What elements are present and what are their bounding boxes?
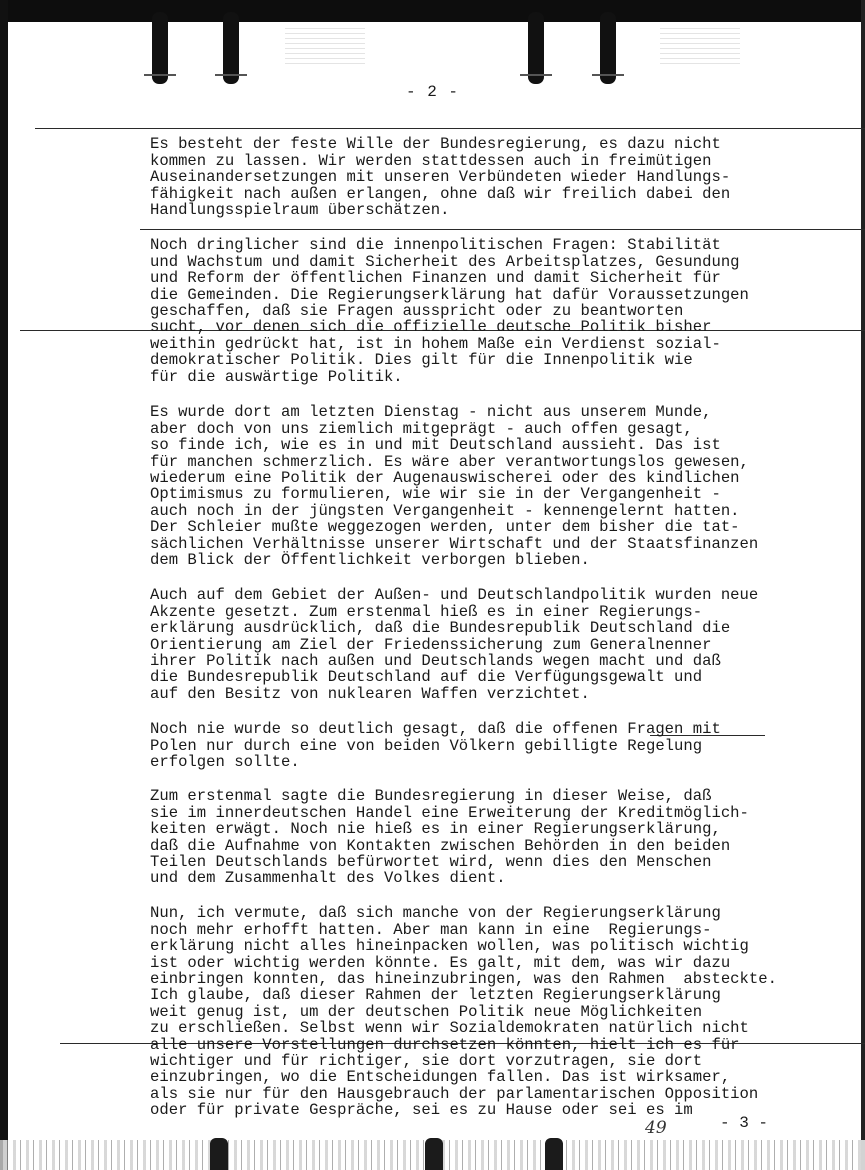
paragraph-3 [150, 388, 758, 568]
text-line: demokratischer Politik. Dies gilt für die Innenpolitik wie [150, 351, 693, 370]
text-line: auch noch in der jüngsten Vergangenheit - kennengelernt hatten. [150, 501, 740, 520]
text-line: und Wachstum und damit Sicherheit des Arbeitsplatzes, Gesundung [150, 252, 740, 271]
text-line: so finde ich, wie es in und mit Deutschland aussieht. Das ist [150, 436, 721, 455]
text-line: Polen nur durch eine von beiden Völkern gebilligte Regelung [150, 736, 703, 755]
text-line: Teilen Deutschlands befürwortet wird, wenn dies den Menschen [150, 853, 712, 872]
binder-hole-mark [152, 12, 168, 84]
text-line: aber doch von uns ziemlich mitgeprägt - auch offen gesagt, [150, 419, 693, 438]
text-line: auf den Besitz von nuklearen Waffen verzichtet. [150, 684, 590, 703]
next-page-marker: - 3 - [720, 1114, 769, 1132]
paragraph-1 [150, 120, 730, 218]
paragraph-2 [150, 221, 749, 385]
scan-border-right [861, 0, 865, 1170]
text-line: weit genug ist, um der deutschen Politik neue Möglichkeiten [150, 1002, 703, 1021]
text-line: wichtiger und für richtiger, sie dort vorzutragen, sie dort [150, 1052, 703, 1071]
binder-hole-mark [600, 12, 616, 84]
text-line: erklärung ausdrücklich, daß die Bundesrepublik Deutschland die [150, 619, 731, 638]
text-line: Orientierung am Ziel der Friedenssicherung zum Generalnenner [150, 635, 712, 654]
text-line: für die auswärtige Politik. [150, 367, 403, 386]
text-line: einzubringen, wo die Entscheidungen fallen. Das ist wirksamer, [150, 1068, 731, 1087]
text-line: ist oder wichtig werden könnte. Es galt, mit dem, was wir dazu [150, 953, 731, 972]
paragraph-7 [150, 889, 777, 1119]
binder-hole-mark [528, 12, 544, 84]
text-line: Es besteht der feste Wille der Bundesregierung, es dazu nicht [150, 135, 721, 154]
text-line: für manchen schmerzlich. Es wäre aber verantwortungslos gewesen, [150, 452, 749, 471]
text-line: fähigkeit nach außen erlangen, ohne daß wir freilich dabei den [150, 184, 731, 203]
text-line: die Gemeinden. Die Regierungserklärung hat dafür Voraussetzungen [150, 285, 749, 304]
text-line: geschaffen, daß sie Fragen ausspricht oder zu beantworten [150, 302, 684, 321]
text-line: Auseinandersetzungen mit unseren Verbündeten wieder Handlungs- [150, 168, 731, 187]
text-line: sucht, vor denen sich die offizielle deutsche Politik bisher [150, 318, 712, 337]
text-line: und dem Zusammenhalt des Volkes dient. [150, 869, 506, 888]
scan-border-left [0, 0, 8, 1170]
text-line: als sie nur für den Hausgebrauch der parlamentarischen Opposition [150, 1084, 759, 1103]
page-number: - 2 - [405, 83, 459, 101]
text-line: Ich glaube, daß dieser Rahmen der letzten Regierungserklärung [150, 986, 721, 1005]
text-line: Nun, ich vermute, daß sich manche von der Regierungserklärung [150, 904, 721, 923]
scan-border-top [0, 0, 865, 22]
text-line: Optimismus zu formulieren, wie wir sie in der Vergangenheit - [150, 485, 721, 504]
text-line: oder für private Gespräche, sei es zu Hause oder sei es im [150, 1101, 693, 1120]
text-line: Handlungsspielraum überschätzen. [150, 201, 450, 220]
binder-hole-mark-bottom [210, 1138, 228, 1170]
bleed-through-smudge [285, 24, 365, 64]
text-line: alle unsere Vorstellungen durchsetzen könnten, hielt ich es für [150, 1035, 740, 1054]
binder-hole-mark [223, 12, 239, 84]
handwritten-folio-number: 49 [645, 1118, 667, 1138]
text-line: kommen zu lassen. Wir werden stattdessen auch in freimütigen [150, 151, 712, 170]
text-line: keiten erwägt. Noch nie hieß es in einer Regierungserklärung, [150, 820, 721, 839]
text-line: weithin gedrückt hat, ist in hohem Maße ein Verdienst sozial- [150, 334, 721, 353]
text-line: Es wurde dort am letzten Dienstag - nicht aus unserem Munde, [150, 403, 712, 422]
text-line: Akzente gesetzt. Zum erstenmal hieß es in einer Regierungs- [150, 602, 703, 621]
text-line: Der Schleier mußte weggezogen werden, unter dem bisher die tat- [150, 518, 740, 537]
text-line: sächlichen Verhältnisse unserer Wirtschaft und der Staatsfinanzen [150, 534, 759, 553]
binder-hole-mark-bottom [545, 1138, 563, 1170]
text-line: noch mehr erhofft hatten. Aber man kann in eine Regierungs- [150, 920, 712, 939]
text-line: einbringen konnten, das hineinzubringen, was den Rahmen absteckte. [150, 970, 777, 989]
binder-hole-mark-bottom [425, 1138, 443, 1170]
text-line: daß die Aufnahme von Kontakten zwischen Behörden in den beiden [150, 836, 731, 855]
text-line: ihrer Politik nach außen und Deutschlands wegen macht und daß [150, 652, 721, 671]
text-line: Zum erstenmal sagte die Bundesregierung in dieser Weise, daß [150, 787, 712, 806]
text-line: Auch auf dem Gebiet der Außen- und Deutschlandpolitik wurden neue [150, 586, 759, 605]
text-line: und Reform der öffentlichen Finanzen und damit Sicherheit für [150, 269, 721, 288]
text-line: erfolgen sollte. [150, 753, 300, 772]
paragraph-5 [150, 705, 721, 771]
text-line: die Bundesrepublik Deutschland auf die Verfügungsgewalt und [150, 668, 703, 687]
paragraph-4 [150, 571, 758, 702]
paragraph-6 [150, 772, 749, 887]
text-line: sie im innerdeutschen Handel eine Erweiterung der Kreditmöglich- [150, 803, 749, 822]
text-line: dem Blick der Öffentlichkeit verborgen blieben. [150, 551, 590, 570]
text-line: erklärung nicht alles hineinpacken wollen, was politisch wichtig [150, 937, 749, 956]
text-line: Noch dringlicher sind die innenpolitischen Fragen: Stabilität [150, 236, 721, 255]
text-line: Noch nie wurde so deutlich gesagt, daß die offenen Fragen mit [150, 720, 721, 739]
text-line: wiederum eine Politik der Augenauswischerei oder des kindlichen [150, 469, 740, 488]
text-line: zu erschließen. Selbst wenn wir Sozialdemokraten natürlich nicht [150, 1019, 749, 1038]
bleed-through-smudge [660, 24, 740, 64]
